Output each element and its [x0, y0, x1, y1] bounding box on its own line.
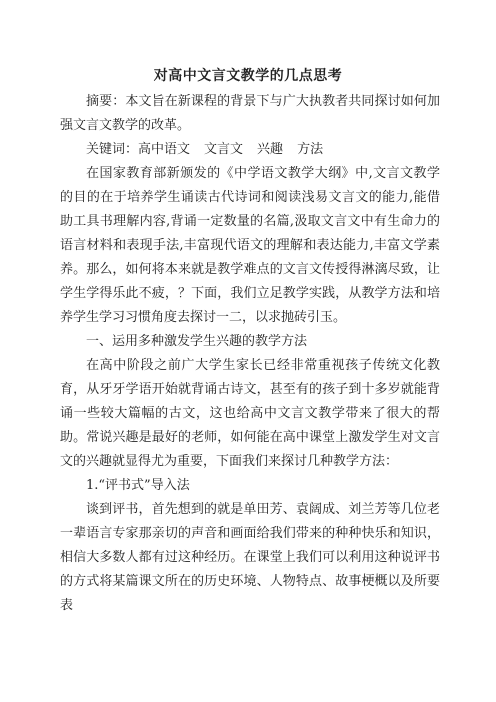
- keywords-label: 关键词：: [86, 142, 139, 157]
- document-body: [60, 90, 440, 618]
- keyword: 方法: [297, 142, 324, 157]
- section-heading: 一、运用多种激发学生兴趣的教学方法: [86, 334, 308, 349]
- body-paragraph: 在国家教育部新颁发的《中学语文教学大纲》中,文言文教学的目的在于培养学生诵读古代诗词和阅读浅易文言文的能力,能借助工具书理解内容,背诵一定数量的名篇,汲取文言文中有生命力的语言材料和表现手法,丰富现代语文的理解和表达能力,丰富文学素养。那么，如何将本来就是教学难点的文言文传授得淋漓尽致，让学生学得乐此不疲，？下面，我们立足教学实践，从教学方法和培养学生学习习惯角度去探讨一二，以求抛砖引玉。: [60, 166, 440, 325]
- keyword: 高中语文: [138, 142, 191, 157]
- body-paragraph: 在高中阶段之前广大学生家长已经非常重视孩子传统文化教育，从牙牙学语开始就背诵古诗文，甚至有的孩子到十多岁就能背诵一些较大篇幅的古文，这也给高中文言文教学带来了很大的帮助。常说兴趣是最好的老师，如何能在高中课堂上激发学生对文言文的兴趣就显得尤为重要，下面我们来探讨几种教学方法：: [60, 358, 440, 469]
- document-title: 对高中文言文教学的几点思考: [153, 68, 343, 84]
- keyword: 兴趣: [257, 142, 284, 157]
- subsection-heading: 1.“评书式”导入法: [86, 478, 190, 493]
- abstract-paragraph: 摘要：本文旨在新课程的背景下与广大执教者共同探讨如何加强文言文教学的改革。: [60, 94, 440, 133]
- keyword: 文言文: [204, 142, 244, 157]
- keywords-paragraph: [60, 138, 440, 162]
- body-paragraph: 谈到评书，首先想到的就是单田芳、袁阔成、刘兰芳等几位老一辈语言专家那亲切的声音和画面给我们带来的种种快乐和知识，相信大多数人都有过这种经历。在课堂上我们可以利用这种说评书的方式将某篇课文所在的历史环境、人物特点、故事梗概以及所要表: [60, 502, 440, 613]
